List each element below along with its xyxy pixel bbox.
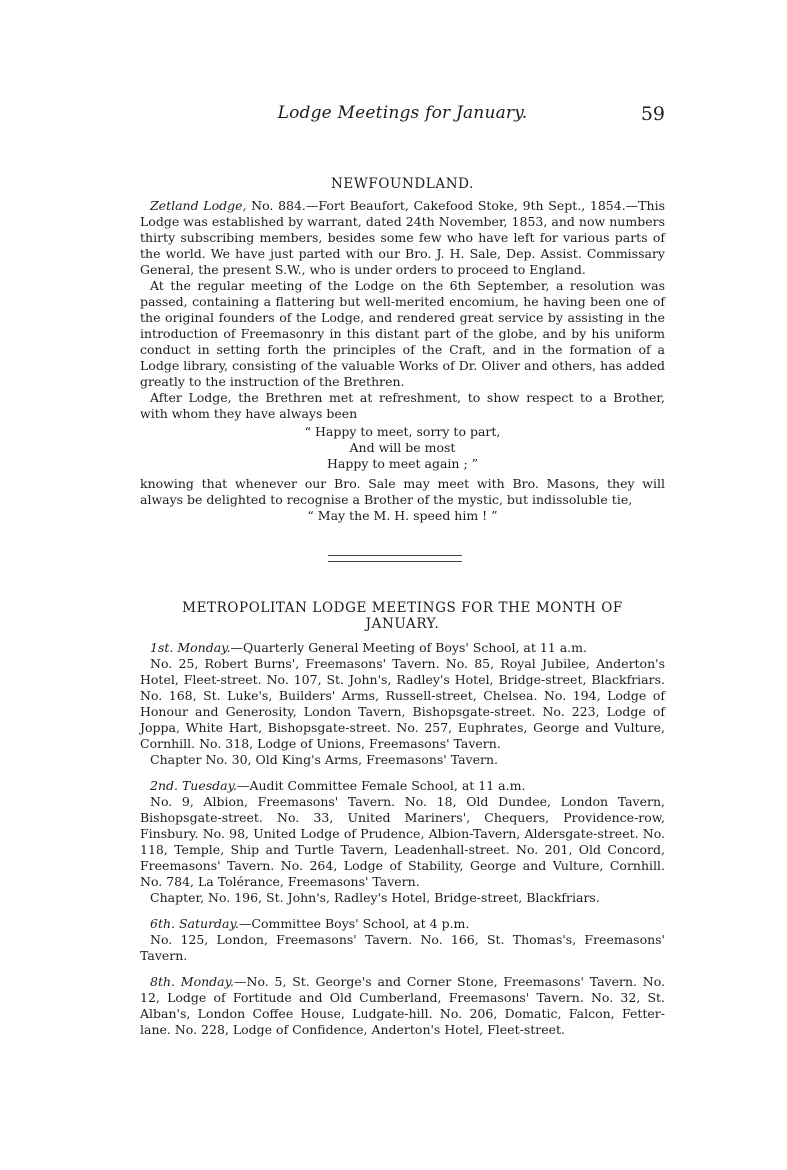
newfoundland-paragraph-4: knowing that whenever our Bro. Sale may meet with Bro. Masons, they will always be delighted to recognise a Brother of the mystic, but indissoluble tie, [140, 476, 665, 507]
verse-line: “ Happy to meet, sorry to part, [304, 424, 501, 439]
verse [140, 424, 665, 472]
day-label: 2nd. Tuesday. [150, 778, 237, 793]
day-intro-text: —Committee Boys' School, at 4 p.m. [238, 916, 470, 931]
lodge-name: Zetland Lodge, [150, 198, 247, 213]
verse-line: And will be most [349, 440, 456, 455]
day-intro [140, 778, 665, 794]
day-block-6th-saturday [140, 916, 665, 964]
heading-line: METROPOLITAN LODGE MEETINGS FOR THE MONTH OF [182, 600, 623, 616]
day-label: 8th. Monday. [150, 974, 234, 989]
newfoundland-paragraph-1 [140, 198, 665, 278]
heading-line: JANUARY. [365, 616, 440, 632]
day-chapter: Chapter No. 30, Old King's Arms, Freemasons' Tavern. [150, 752, 498, 767]
section-heading-metropolitan [140, 600, 665, 632]
running-title: Lodge Meetings for January. [277, 103, 528, 123]
day-intro-text: —No. 5, St. George's and Corner Stone, Freemasons' Tavern. No. 12, Lodge of Fortitude and Old Cumberland, Freemasons' Tavern. No. 32, St. Alban's, London Coffee House, Ludgate-hill. No. 206, Domatic, Falcon, Fetter-lane. No. 228, Lodge of Confidence, Anderton's Hotel, Fleet-street. [140, 974, 665, 1037]
day-body: No. 25, Robert Burns', Freemasons' Tavern. No. 85, Royal Jubilee, Anderton's Hotel, Fleet-street. No. 107, St. John's, Radley's Hotel, Bridge-street, Blackfriars. No. 168, St. Luke's, Builders' Arms, Russell-street, Chelsea. No. 194, Lodge of Honour and Generosity, London Tavern, Bishopsgate-street. No. 223, Lodge of Joppa, White Hart, Bishopsgate-street. No. 257, Euphrates, George and Vulture, Cornhill. No. 318, Lodge of Unions, Freemasons' Tavern. [140, 656, 665, 751]
verse-line: Happy to meet again ; ” [326, 456, 479, 471]
running-head [140, 103, 665, 131]
page-number: 59 [640, 103, 665, 125]
section-heading-newfoundland: NEWFOUNDLAND. [331, 176, 474, 192]
day-intro-text: —Audit Committee Female School, at 11 a.m. [236, 778, 526, 793]
day-block-1st-monday [140, 640, 665, 768]
day-body: No. 9, Albion, Freemasons' Tavern. No. 18, Old Dundee, London Tavern, Bishopsgate-street. No. 33, United Mariners', Chequers, Providence-row, Finsbury. No. 98, United Lodge of Prudence, Albion-Tavern, Aldersgate-street. No. 118, Temple, Ship and Turtle Tavern, Leadenhall-street. No. 201, Old Concord, Freemasons' Tavern. No. 264, Lodge of Stability, George and Vulture, Cornhill. No. 784, La Tolérance, Freemasons' Tavern. [140, 794, 665, 889]
metropolitan-section [140, 600, 665, 1038]
day-block-8th-monday [140, 974, 665, 1038]
newfoundland-paragraph-3: After Lodge, the Brethren met at refreshment, to show respect to a Brother, with whom they have always been [140, 390, 665, 421]
day-label: 1st. Monday. [150, 640, 231, 655]
section-divider [328, 555, 462, 562]
day-intro [140, 640, 665, 656]
day-body: No. 125, London, Freemasons' Tavern. No. 166, St. Thomas's, Freemasons' Tavern. [140, 932, 665, 963]
day-chapter: Chapter, No. 196, St. John's, Radley's Hotel, Bridge-street, Blackfriars. [150, 890, 600, 905]
newfoundland-paragraph-2: At the regular meeting of the Lodge on the 6th September, a resolution was passed, containing a flattering but well-merited encomium, he having been one of the original founders of the Lodge, and rendered great service by assisting in the introduction of Freemasonry in this distant part of the globe, and by his uniform conduct in setting forth the principles of the Craft, and in the formation of a Lodge library, consisting of the valuable Works of Dr. Oliver and others, has added greatly to the instruction of the Brethren. [140, 278, 665, 389]
paragraph-text: No. 884.—Fort Beaufort, Cakefood Stoke, 9th Sept., 1854.—This Lodge was established by warrant, dated 24th November, 1853, and now numbers thirty subscribing members, besides some few who have left for various parts of the world. We have just parted with our Bro. J. H. Sale, Dep. Assist. Commissary General, the present S.W., who is under orders to proceed to England. [140, 198, 665, 277]
day-label: 6th. Saturday. [150, 916, 239, 931]
day-intro [140, 916, 665, 932]
day-block-2nd-tuesday [140, 778, 665, 906]
day-intro [140, 974, 665, 1038]
day-intro-text: —Quarterly General Meeting of Boys' School, at 11 a.m. [230, 640, 587, 655]
newfoundland-section [140, 176, 665, 524]
closing-line: “ May the M. H. speed him ! ” [307, 508, 498, 523]
